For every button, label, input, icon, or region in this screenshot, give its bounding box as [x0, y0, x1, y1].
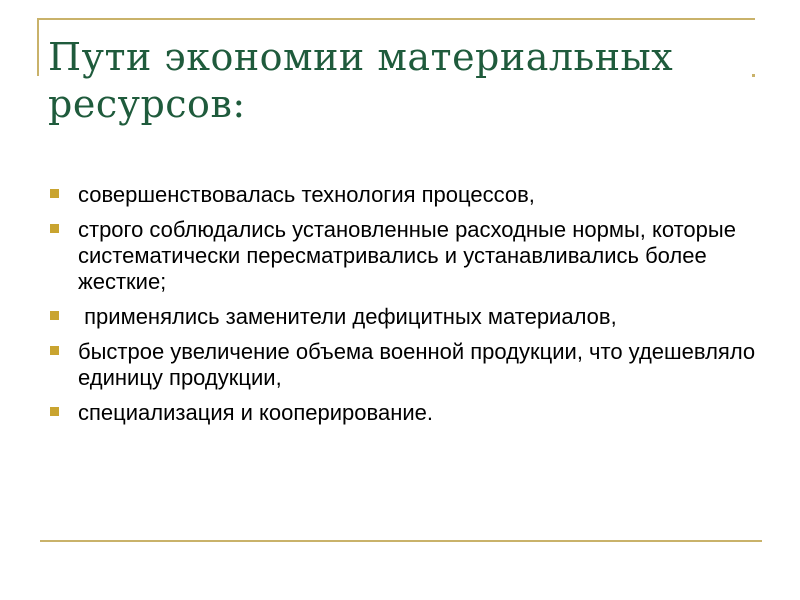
bullet-list [48, 182, 760, 435]
bullet-text: применялись заменители дефицитных материалов, [78, 304, 617, 329]
square-bullet-icon [50, 311, 59, 320]
frame-left-line [37, 18, 39, 76]
bullet-item [48, 400, 760, 426]
bullet-item [48, 339, 760, 391]
frame-bottom-line [40, 540, 762, 542]
square-bullet-icon [50, 407, 59, 416]
bullet-text: быстрое увеличение объема военной продукции, что удешевляло единицу продукции, [78, 339, 756, 390]
frame-top-line [37, 18, 755, 20]
bullet-text: специализация и кооперирование. [78, 400, 433, 425]
bullet-text: совершенствовалась технология процессов, [78, 182, 535, 207]
square-bullet-icon [50, 224, 59, 233]
bullet-item [48, 304, 760, 330]
square-bullet-icon [50, 346, 59, 355]
bullet-item [48, 217, 760, 295]
frame-corner-dot [752, 74, 755, 77]
square-bullet-icon [50, 189, 59, 198]
slide-title: Пути экономии материальных ресурсов: [48, 35, 674, 126]
bullet-item [48, 182, 760, 208]
bullet-text: строго соблюдались установленные расходные нормы, которые систематически пересматривались и устанавливались более жесткие; [78, 217, 736, 294]
